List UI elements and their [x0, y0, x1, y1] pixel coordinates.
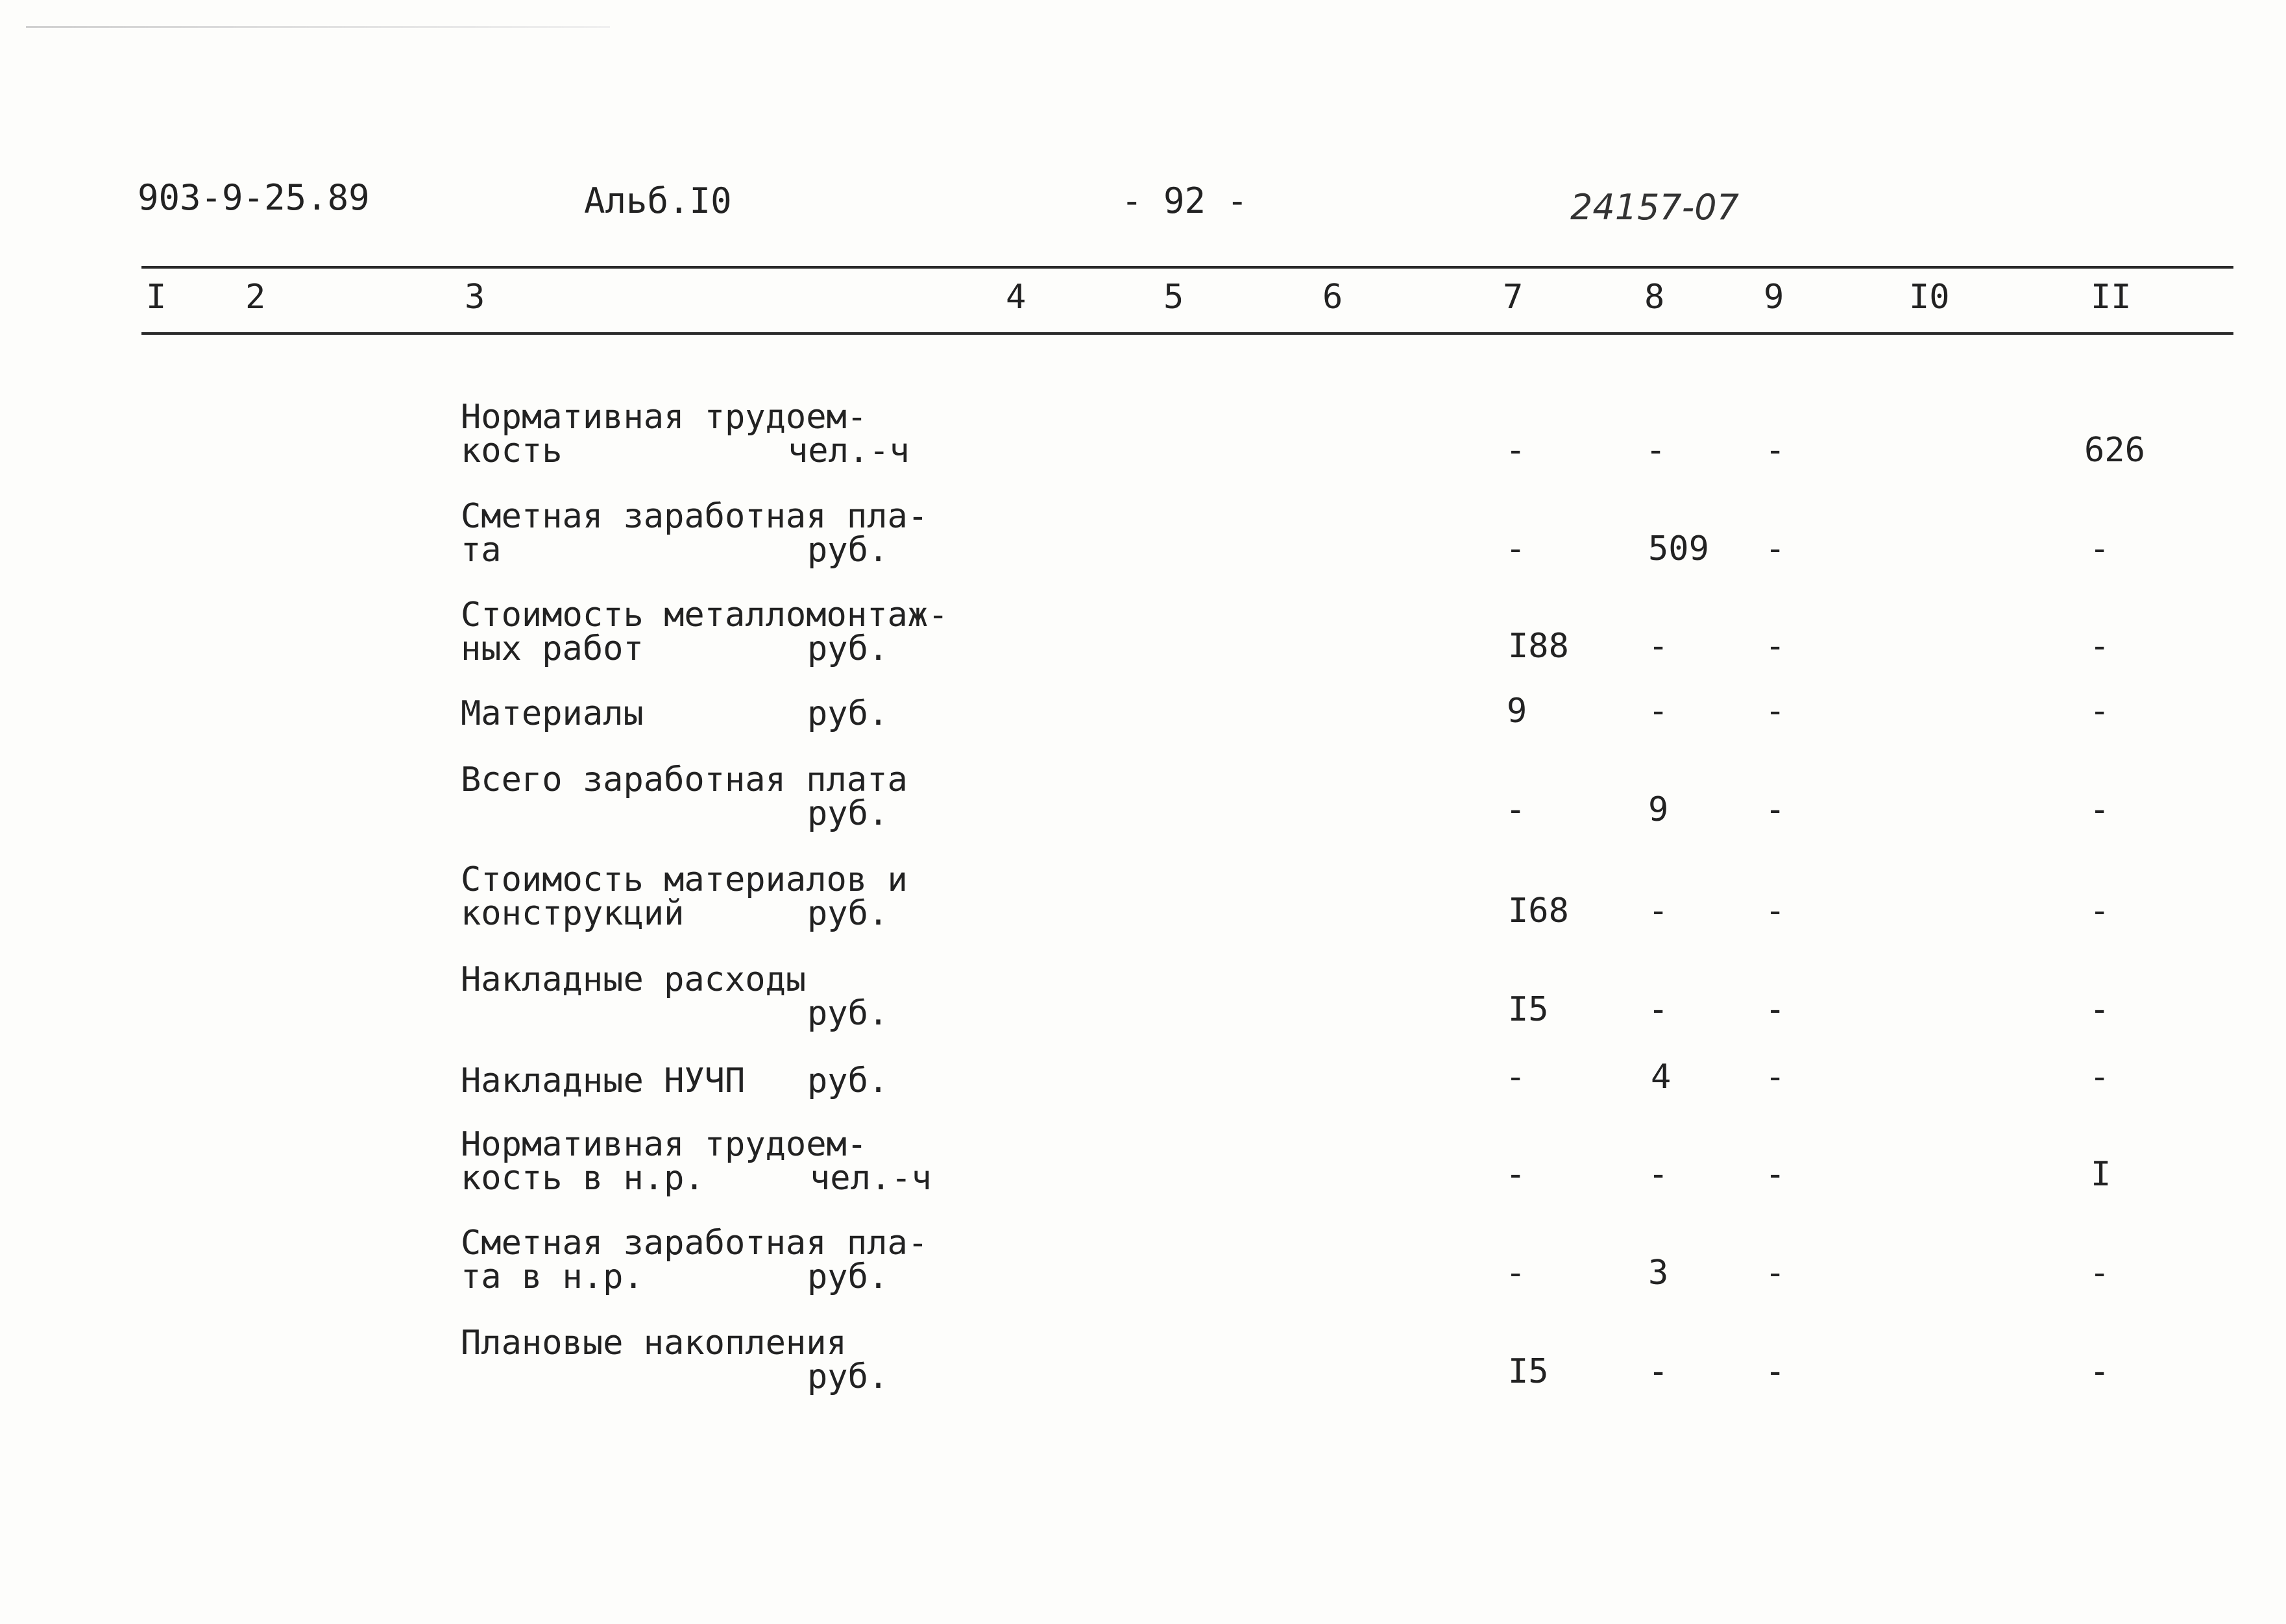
row-label-line2: конструкций	[461, 894, 685, 933]
cell-col9: -	[1765, 692, 1786, 731]
row-label-line1: Всего заработная плата	[461, 760, 908, 799]
column-header: II	[2091, 278, 2132, 317]
cell-col11: 626	[2084, 431, 2145, 470]
row-unit: руб.	[807, 994, 889, 1033]
cell-col11: -	[2089, 627, 2110, 666]
cell-col11: -	[2089, 1254, 2110, 1292]
cell-col7: -	[1505, 1254, 1526, 1292]
row-unit: руб.	[807, 1257, 889, 1296]
cell-col8: -	[1648, 990, 1669, 1029]
row-label-line2: кость в н.р.	[461, 1159, 705, 1198]
row-label-line1: Стоимость металломонтаж-	[461, 596, 949, 635]
cell-col7: -	[1505, 431, 1526, 470]
cell-col9: -	[1765, 1352, 1786, 1391]
row-label-line1: Накладные НУЧП	[461, 1061, 746, 1100]
row-label-line2: та в н.р.	[461, 1257, 644, 1296]
cell-col11: -	[2089, 1058, 2110, 1097]
row-unit: чел.-ч	[810, 1159, 932, 1198]
cell-col9: -	[1765, 431, 1786, 470]
cell-col7: -	[1505, 529, 1526, 568]
cell-col8: -	[1648, 1155, 1669, 1194]
row-label-line1: Материалы	[461, 694, 644, 733]
cell-col9: -	[1765, 1058, 1786, 1097]
row-label-line2: та	[461, 531, 502, 570]
column-header: 8	[1644, 278, 1665, 317]
cell-col8: 4	[1651, 1058, 1672, 1097]
cell-col8: 9	[1648, 790, 1669, 829]
album-number: Альб.I0	[584, 180, 732, 221]
column-header: 9	[1764, 278, 1784, 317]
column-header: I0	[1909, 278, 1950, 317]
row-unit: руб.	[807, 794, 889, 833]
row-label-line1: Нормативная трудоем-	[461, 398, 868, 437]
cell-col7: -	[1505, 1155, 1526, 1194]
cell-col9: -	[1765, 1254, 1786, 1292]
cell-col8: -	[1648, 891, 1669, 930]
cell-col11: -	[2089, 692, 2110, 731]
cell-col7: -	[1505, 790, 1526, 829]
doc-code: 903-9-25.89	[138, 177, 370, 218]
column-header: 2	[245, 278, 266, 317]
page-number: - 92 -	[1121, 180, 1248, 221]
column-header: I	[146, 278, 167, 317]
cell-col11: -	[2089, 790, 2110, 829]
row-label-line1: Сметная заработная пла-	[461, 1224, 929, 1263]
cell-col7: -	[1505, 1058, 1526, 1097]
row-label-line1: Стоимость материалов и	[461, 860, 908, 899]
cell-col8: -	[1648, 692, 1669, 731]
row-unit: чел.-ч	[788, 431, 910, 470]
cell-col8: 509	[1648, 529, 1709, 568]
cell-col9: -	[1765, 790, 1786, 829]
row-unit: руб.	[807, 894, 889, 933]
header-rule-top	[141, 266, 2233, 269]
row-unit: руб.	[807, 1061, 889, 1100]
header-rule-bottom	[141, 332, 2233, 335]
row-unit: руб.	[807, 1357, 889, 1396]
cell-col11: -	[2089, 990, 2110, 1029]
row-label-line2: кость	[461, 431, 563, 470]
column-header: 7	[1503, 278, 1524, 317]
row-label-line1: Плановые накопления	[461, 1324, 847, 1363]
cell-col11: -	[2089, 529, 2110, 568]
cell-col9: -	[1765, 891, 1786, 930]
column-header: 3	[465, 278, 485, 317]
cell-col9: -	[1765, 529, 1786, 568]
cell-col8: -	[1646, 431, 1666, 470]
cell-col11: -	[2089, 1352, 2110, 1391]
cell-col8: -	[1648, 1352, 1669, 1391]
row-label-line1: Нормативная трудоем-	[461, 1125, 868, 1164]
row-label-line1: Накладные расходы	[461, 960, 807, 999]
cell-col9: -	[1765, 627, 1786, 666]
row-unit: руб.	[807, 629, 889, 668]
row-unit: руб.	[807, 531, 889, 570]
cell-col9: -	[1765, 1155, 1786, 1194]
cell-col7: I88	[1508, 627, 1569, 666]
cell-col11: I	[2091, 1155, 2111, 1194]
cell-col9: -	[1765, 990, 1786, 1029]
cell-col7: I68	[1508, 891, 1569, 930]
row-label-line2: ных работ	[461, 629, 644, 668]
column-header: 6	[1322, 278, 1343, 317]
row-label-line1: Сметная заработная пла-	[461, 497, 929, 536]
handwritten-code: 24157-07	[1570, 187, 1739, 228]
column-header: 4	[1006, 278, 1027, 317]
cell-col8: 3	[1648, 1254, 1669, 1292]
cell-col8: -	[1648, 627, 1669, 666]
cell-col7: 9	[1507, 692, 1527, 731]
cell-col11: -	[2089, 891, 2110, 930]
scan-edge	[26, 26, 610, 28]
cell-col7: I5	[1508, 990, 1549, 1029]
column-header: 5	[1163, 278, 1184, 317]
cell-col7: I5	[1508, 1352, 1549, 1391]
row-unit: руб.	[807, 694, 889, 733]
